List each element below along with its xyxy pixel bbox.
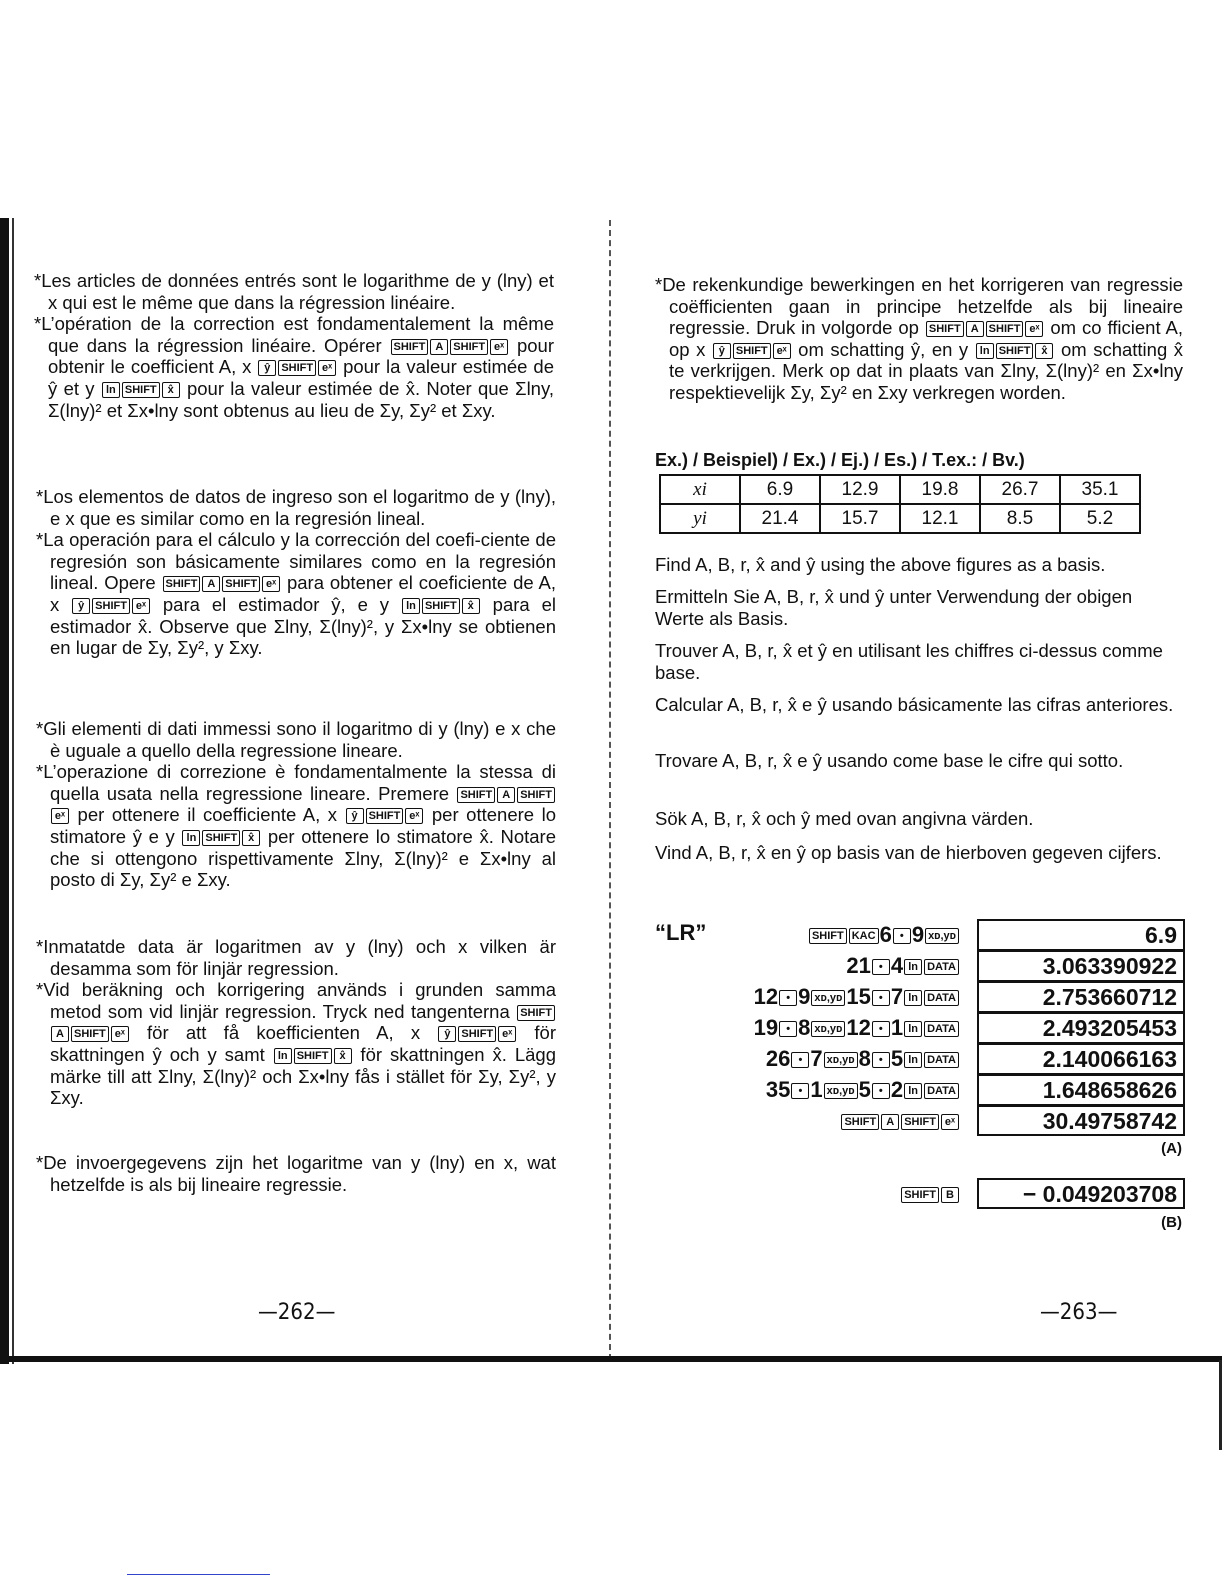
instruction-nl: Vind A, B, r, x̂ en ŷ op basis van de hierboven gegeven cijfers. bbox=[655, 842, 1162, 863]
key-step-b bbox=[640, 1178, 1185, 1209]
table-row-y bbox=[660, 504, 1140, 533]
display-value: 2.753660712 bbox=[977, 981, 1185, 1012]
paragraph bbox=[36, 529, 556, 659]
calculator-key-icon: DATA bbox=[924, 1083, 959, 1099]
calculator-key-icon: • bbox=[893, 928, 911, 944]
text-run: 5 bbox=[858, 1077, 871, 1102]
text-run: *De rekenkundige bewerkingen en het korrigeren van regressie coëfficienten gaan in principe hetzelfde als bij lineaire regressie. Druk in volgorde op bbox=[655, 274, 1183, 339]
calculator-key-icon: SHIFT bbox=[366, 808, 404, 824]
key-step bbox=[640, 981, 1185, 1012]
key-sequence bbox=[900, 1181, 960, 1207]
calculator-key-icon: eˣ bbox=[132, 598, 150, 614]
calculator-key-icon: SHIFT bbox=[733, 343, 771, 359]
key-step bbox=[640, 1012, 1185, 1043]
calculator-key-icon: ln bbox=[274, 1048, 292, 1064]
display-value: 3.063390922 bbox=[977, 950, 1185, 981]
section-spanish bbox=[36, 486, 556, 659]
calculator-key-icon: ln bbox=[102, 382, 120, 398]
text-run: för att få koefficienten A, x bbox=[129, 1022, 438, 1044]
display-value: 2.140066163 bbox=[977, 1043, 1185, 1074]
section-dutch-intro bbox=[655, 274, 1183, 404]
calculator-key-icon: ln bbox=[402, 598, 420, 614]
calculator-key-icon: SHIFT bbox=[71, 1026, 109, 1042]
calculator-key-icon: eˣ bbox=[318, 360, 336, 376]
calculator-key-icon: eˣ bbox=[111, 1026, 129, 1042]
table-cell: 21.4 bbox=[740, 504, 820, 533]
calculator-key-icon: x̂ bbox=[162, 382, 180, 398]
table-cell: 8.5 bbox=[980, 504, 1060, 533]
text-run: 12 bbox=[753, 984, 779, 1009]
calculator-key-icon: ŷ bbox=[258, 360, 276, 376]
text-run: för skattningen x̂. Lägg märke till att Σlny, Σ(lny)² och Σx•lny fås i stället för Σy, Σy², y Σxy. bbox=[50, 1043, 556, 1109]
calculator-key-icon: • bbox=[872, 990, 890, 1006]
instruction-de: Ermitteln Sie A, B, r, x̂ und ŷ unter Verwendung der obigen Werte als Basis. bbox=[655, 586, 1133, 629]
example-data-table bbox=[659, 474, 1141, 534]
text-run: 2 bbox=[890, 1077, 904, 1102]
key-step bbox=[640, 1105, 1185, 1136]
row-header: xi bbox=[660, 475, 740, 504]
calculator-key-icon: • bbox=[872, 959, 890, 975]
text-run: pour la valeur estimée de ŷ et y bbox=[48, 356, 554, 399]
key-sequence bbox=[766, 1046, 960, 1072]
calculator-key-icon: SHIFT bbox=[457, 787, 495, 803]
section-french bbox=[34, 270, 554, 421]
calculator-key-icon: eˣ bbox=[405, 808, 423, 824]
calculator-key-icon: SHIFT bbox=[92, 598, 130, 614]
key-step bbox=[640, 1043, 1185, 1074]
result-tag-a: (A) bbox=[1161, 1140, 1182, 1157]
calculator-key-icon: SHIFT bbox=[841, 1114, 879, 1130]
calculator-key-icon: eˣ bbox=[490, 339, 508, 355]
text-run: para el estimador ŷ, e y bbox=[150, 593, 401, 615]
text-run: *Inmatatde data är logaritmen av y (lny) och x vilken är desamma som för linjär regression. bbox=[36, 936, 556, 979]
instruction-es: Calcular A, B, r, x̂ e ŷ usando básicamente las cifras anteriores. bbox=[655, 694, 1174, 715]
calculator-key-icon: eˣ bbox=[773, 343, 791, 359]
text-run: 15 bbox=[846, 984, 871, 1009]
calculator-key-icon: eˣ bbox=[262, 576, 280, 592]
text-run: *Gli elementi di dati immessi sono il logaritmo di y (lny) e x che è uguale a quello della regressione lineare. bbox=[36, 718, 556, 761]
calculator-key-icon: B bbox=[941, 1187, 959, 1203]
calculator-key-icon: ln bbox=[976, 343, 994, 359]
result-tag-b: (B) bbox=[1161, 1214, 1182, 1231]
text-run: 21 bbox=[846, 953, 871, 978]
calculator-key-icon: SHIFT bbox=[517, 787, 555, 803]
table-row-x bbox=[660, 475, 1140, 504]
key-step bbox=[640, 1074, 1185, 1105]
text-run: 8 bbox=[798, 1015, 811, 1040]
calculator-key-icon: SHIFT bbox=[202, 830, 240, 846]
calculator-key-icon: SHIFT bbox=[517, 1005, 555, 1021]
calculator-key-icon: SHIFT bbox=[996, 343, 1034, 359]
calculator-key-icon: A bbox=[881, 1114, 899, 1130]
key-sequence bbox=[766, 1077, 960, 1103]
calculator-key-icon: SHIFT bbox=[901, 1114, 939, 1130]
calculator-key-icon: • bbox=[872, 1021, 890, 1037]
instruction-sv: Sök A, B, r, x̂ och ŷ med ovan angivna värden. bbox=[655, 808, 1034, 829]
text-run: 9 bbox=[911, 922, 925, 947]
calculator-key-icon: eˣ bbox=[51, 808, 69, 824]
key-step bbox=[640, 919, 1185, 950]
calculator-key-icon: ln bbox=[904, 959, 922, 975]
calculator-key-icon: xᴅ,yᴅ bbox=[925, 928, 959, 944]
paragraph bbox=[36, 936, 556, 979]
calculator-key-icon: DATA bbox=[924, 1052, 959, 1068]
key-sequence bbox=[754, 984, 960, 1010]
page-right-edge bbox=[1219, 1360, 1222, 1450]
text-run: om schatting x̂ te verkrijgen. Merk op dat in plaats van Σlny, Σ(lny)² en Σx•lny respektievelijk Σy, Σy² en Σxy verkregen worden. bbox=[669, 338, 1183, 403]
calculator-key-icon: • bbox=[791, 1083, 809, 1099]
example-heading: Ex.) / Beispiel) / Ex.) / Ej.) / Es.) / T.ex.: / Bv.) bbox=[655, 450, 1025, 470]
row-header: yi bbox=[660, 504, 740, 533]
page-number-left: —262— bbox=[258, 1300, 336, 1325]
calculator-key-icon: ŷ bbox=[346, 808, 364, 824]
calculator-key-icon: ŷ bbox=[713, 343, 731, 359]
text-run: 4 bbox=[890, 953, 904, 978]
table-cell: 5.2 bbox=[1060, 504, 1140, 533]
instruction-it: Trovare A, B, r, x̂ e ŷ usando come base le cifre qui sotto. bbox=[655, 750, 1124, 771]
mode-label: “LR” bbox=[655, 920, 707, 945]
calculator-key-icon: xᴅ,yᴅ bbox=[824, 1083, 858, 1099]
calculator-key-icon: SHIFT bbox=[163, 576, 201, 592]
text-run: *L’opération de la correction est fondamentalement la même que dans la régression linéaire. Opérer bbox=[34, 313, 554, 356]
calculator-key-icon: x̂ bbox=[462, 598, 480, 614]
calculator-key-icon: A bbox=[497, 787, 515, 803]
table-cell: 15.7 bbox=[820, 504, 900, 533]
text-run: om co fficient A, op x bbox=[669, 317, 1184, 360]
calculator-key-icon: SHIFT bbox=[986, 321, 1024, 337]
table-cell: 12.9 bbox=[820, 475, 900, 504]
calculator-key-icon: SHIFT bbox=[450, 339, 488, 355]
paragraph bbox=[36, 979, 556, 1109]
text-run: *Los elementos de datos de ingreso son el logaritmo de y (lny), e x que es similar como en la regresión lineal. bbox=[36, 486, 556, 529]
calculator-key-icon: SHIFT bbox=[122, 382, 160, 398]
display-value: 1.648658626 bbox=[977, 1074, 1185, 1105]
text-run: *L’operazione di correzione è fondamentalmente la stessa di quella usata nella regressione lineare. Premere bbox=[36, 761, 556, 804]
text-run: per ottenere il coefficiente A, x bbox=[70, 804, 345, 826]
paragraph bbox=[34, 313, 554, 421]
calculator-key-icon: A bbox=[966, 321, 984, 337]
calculator-key-icon: xᴅ,yᴅ bbox=[811, 1021, 845, 1037]
paragraph bbox=[36, 486, 556, 529]
text-run: om schatting ŷ, en y bbox=[791, 338, 975, 360]
text-run: para obtener el coeficiente de A, x bbox=[50, 572, 556, 615]
text-run: 19 bbox=[753, 1015, 779, 1040]
calculator-key-icon: SHIFT bbox=[222, 576, 260, 592]
instruction-fr: Trouver A, B, r, x̂ et ŷ en utilisant les chiffres ci-dessus comme base. bbox=[655, 640, 1163, 683]
table-cell: 6.9 bbox=[740, 475, 820, 504]
text-run: 7 bbox=[810, 1046, 823, 1071]
display-value: 30.49758742 bbox=[977, 1105, 1185, 1136]
text-run: 35 bbox=[765, 1077, 791, 1102]
binding-edge-line bbox=[12, 218, 14, 1364]
key-step bbox=[640, 950, 1185, 981]
calculator-key-icon: eˣ bbox=[1025, 321, 1043, 337]
calculator-key-icon: SHIFT bbox=[458, 1026, 496, 1042]
calculator-key-icon: SHIFT bbox=[926, 321, 964, 337]
instruction-en: Find A, B, r, x̂ and ŷ using the above figures as a basis. bbox=[655, 554, 1106, 575]
calculator-key-icon: eˣ bbox=[941, 1114, 959, 1130]
text-run: 1 bbox=[890, 1015, 904, 1040]
text-run: 7 bbox=[890, 984, 904, 1009]
key-sequence bbox=[808, 922, 960, 948]
page-gutter-divider bbox=[609, 220, 611, 1360]
calculator-key-icon: ŷ bbox=[438, 1026, 456, 1042]
calculator-key-icon: DATA bbox=[924, 990, 959, 1006]
paragraph bbox=[34, 270, 554, 313]
paragraph bbox=[36, 1152, 556, 1195]
text-run: 26 bbox=[765, 1046, 791, 1071]
calculator-key-icon: ŷ bbox=[72, 598, 90, 614]
calculator-key-icon: SHIFT bbox=[391, 339, 429, 355]
calculator-key-icon: • bbox=[779, 1021, 797, 1037]
table-cell: 12.1 bbox=[900, 504, 980, 533]
page-bottom-edge bbox=[0, 1356, 1222, 1362]
calculator-key-icon: x̂ bbox=[334, 1048, 352, 1064]
paragraph bbox=[36, 718, 556, 761]
page-number-right: —263— bbox=[1040, 1300, 1118, 1325]
display-value: − 0.049203708 bbox=[977, 1178, 1185, 1209]
text-run: 8 bbox=[858, 1046, 871, 1071]
table-cell: 19.8 bbox=[900, 475, 980, 504]
calculator-key-icon: ln bbox=[904, 1052, 922, 1068]
calculator-key-icon: SHIFT bbox=[901, 1187, 939, 1203]
calculator-key-icon: SHIFT bbox=[294, 1048, 332, 1064]
calculator-key-icon: KAC bbox=[849, 928, 879, 944]
calculator-key-icon: A bbox=[202, 576, 220, 592]
binding-edge bbox=[0, 218, 9, 1364]
calculator-key-icon: SHIFT bbox=[278, 360, 316, 376]
section-italian bbox=[36, 718, 556, 891]
calculator-key-icon: • bbox=[872, 1083, 890, 1099]
section-dutch bbox=[36, 1152, 556, 1195]
calculator-key-icon: ln bbox=[182, 830, 200, 846]
text-run: pour la valeur estimée de x̂. Noter que Σlny, Σ(lny)² et Σx•lny sont obtenus au lieu de Σy, Σy² et Σxy. bbox=[48, 377, 554, 421]
calculator-key-icon: DATA bbox=[924, 1021, 959, 1037]
text-run: per ottenere lo stimatore ŷ e y bbox=[50, 804, 556, 847]
underline-mark bbox=[127, 1574, 270, 1575]
text-run: 12 bbox=[846, 1015, 871, 1040]
key-sequence bbox=[754, 1015, 960, 1041]
text-run: *Les articles de données entrés sont le logarithme de y (lny) et x qui est le même que dans la régression linéaire. bbox=[34, 270, 554, 313]
calculator-key-icon: SHIFT bbox=[422, 598, 460, 614]
calculator-key-icon: xᴅ,yᴅ bbox=[811, 990, 845, 1006]
text-run: 5 bbox=[890, 1046, 904, 1071]
text-run: pour obtenir le coefficient A, x bbox=[48, 334, 555, 378]
key-sequence bbox=[840, 1108, 960, 1134]
paragraph bbox=[36, 761, 556, 891]
text-run: para el estimador x̂. Observe que Σlny, Σ(lny)², y Σx•lny se obtienen en lugar de Σy, Σy², y Σxy. bbox=[50, 593, 556, 659]
calculator-key-icon: • bbox=[779, 990, 797, 1006]
text-run: per ottenere lo stimatore x̂. Notare che si ottengono rispettivamente Σlny, Σ(lny)² e Σx•lny al posto di Σy, Σy² e Σxy. bbox=[50, 825, 556, 891]
calculator-key-icon: • bbox=[872, 1052, 890, 1068]
text-run: för skattningen ŷ och y samt bbox=[50, 1022, 556, 1065]
section-swedish bbox=[36, 936, 556, 1109]
calculator-key-icon: ln bbox=[904, 1083, 922, 1099]
text-run: *De invoergegevens zijn het logaritme van y (lny) en x, wat hetzelfde is als bij lineaire regressie. bbox=[36, 1152, 556, 1195]
calculator-key-icon: ln bbox=[904, 990, 922, 1006]
text-run: 6 bbox=[879, 922, 892, 947]
table-cell: 35.1 bbox=[1060, 475, 1140, 504]
text-run: 9 bbox=[798, 984, 811, 1009]
paragraph bbox=[655, 274, 1183, 404]
calculator-key-icon: eˣ bbox=[498, 1026, 516, 1042]
table-cell: 26.7 bbox=[980, 475, 1060, 504]
calculator-key-icon: DATA bbox=[924, 959, 959, 975]
calculator-key-icon: A bbox=[430, 339, 448, 355]
key-sequence bbox=[846, 953, 960, 979]
text-run: *Vid beräkning och korrigering används i grunden samma metod som vid linjär regression. Tryck ned tangenterna bbox=[36, 979, 556, 1022]
calculator-key-icon: • bbox=[791, 1052, 809, 1068]
calculator-key-icon: x̂ bbox=[242, 830, 260, 846]
calculator-key-icon: xᴅ,yᴅ bbox=[824, 1052, 858, 1068]
text-run: *La operación para el cálculo y la corrección del coefi-ciente de regresión son básicamente similares como en la regresión lineal. Opere bbox=[36, 529, 556, 594]
calculator-key-icon: x̂ bbox=[1035, 343, 1053, 359]
display-value: 2.493205453 bbox=[977, 1012, 1185, 1043]
calculator-key-icon: ln bbox=[904, 1021, 922, 1037]
calculator-key-icon: A bbox=[51, 1026, 69, 1042]
text-run: 1 bbox=[810, 1077, 823, 1102]
display-value: 6.9 bbox=[977, 919, 1185, 950]
calculator-key-icon: SHIFT bbox=[809, 928, 847, 944]
